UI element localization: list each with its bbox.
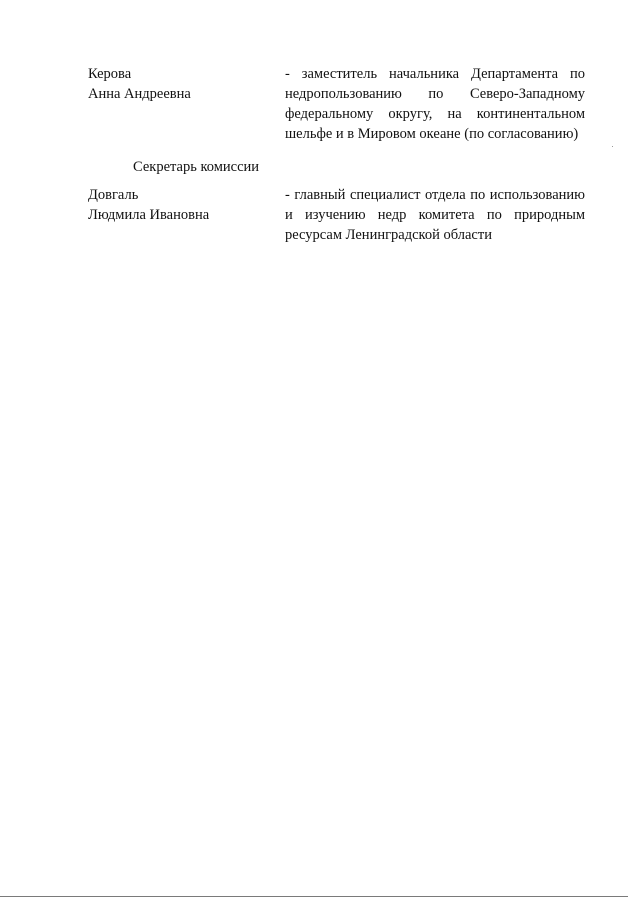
member-surname: Керова [88, 66, 132, 82]
bottom-scan-edge [0, 896, 628, 897]
member-name [88, 64, 278, 104]
scan-speck [612, 146, 613, 147]
member-given-names: Анна Андреевна [88, 86, 191, 102]
secretary-heading: Секретарь комиссии [133, 159, 260, 175]
secretary-name [88, 185, 278, 225]
secretary-surname: Довгаль [88, 187, 139, 203]
member-position: - заместитель начальника Департамента по недропользованию по Северо-Западному федеральному округу, на континентальном шельфе и в Мировом океане (по согласованию) [285, 66, 585, 142]
secretary-given-names: Людмила Ивановна [88, 207, 210, 223]
secretary-position: - главный специалист отдела по использованию и изучению недр комитета по природным ресурсам Ленинградской области [285, 187, 585, 243]
